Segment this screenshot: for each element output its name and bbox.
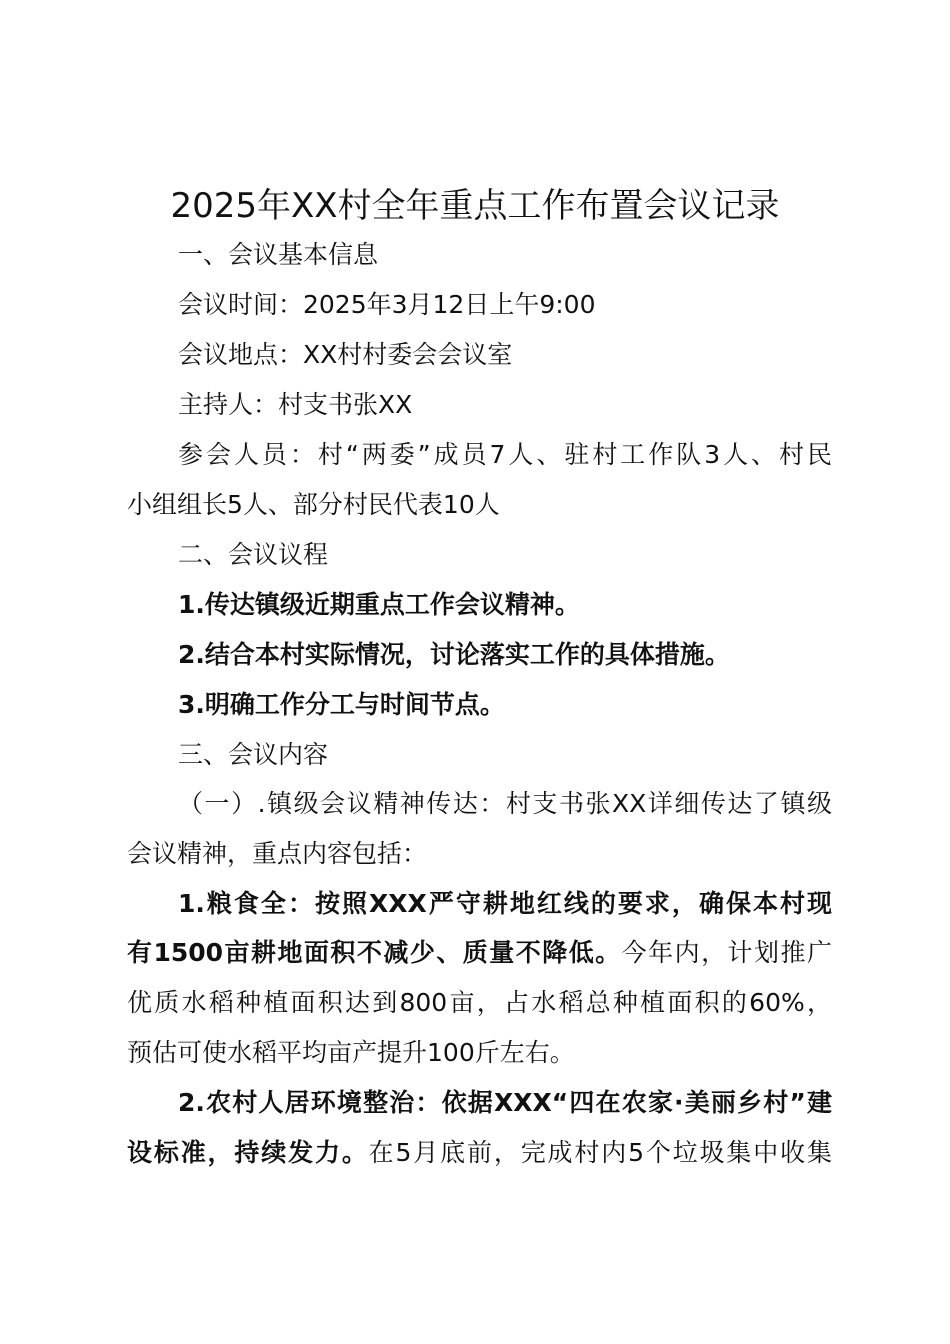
point-2-emphasis: 设标准，持续发力。 (127, 1138, 369, 1167)
point-2-line-1: 2.农村人居环境整治：依据XXX“四在农家·美丽乡村”建 (178, 1088, 832, 1117)
meeting-place: 会议地点：XX村村委会会议室 (178, 340, 513, 369)
point-2-line-2 (127, 1135, 832, 1171)
agenda-item-3: 3.明确工作分工与时间节点。 (178, 690, 505, 719)
point-1-line-4: 预估可使水稻平均亩产提升100斤左右。 (127, 1038, 575, 1067)
point-1-line-2 (127, 935, 832, 971)
meeting-time: 会议时间：2025年3月12日上午9:00 (178, 290, 596, 319)
agenda-item-1: 1.传达镇级近期重点工作会议精神。 (178, 590, 580, 619)
section-heading-agenda: 二、会议议程 (178, 540, 329, 569)
attendees-line-1: 参会人员：村“两委”成员7人、驻村工作队3人、村民 (178, 440, 832, 469)
point-1-line-3: 优质水稻种植面积达到800亩，占水稻总种植面积的60%， (127, 988, 832, 1017)
section-heading-content: 三、会议内容 (178, 740, 329, 769)
point-1-text: 今年内，计划推广 (621, 938, 832, 967)
agenda-item-2: 2.结合本村实际情况，讨论落实工作的具体措施。 (178, 640, 730, 669)
point-2-text: 在5月底前，完成村内5个垃圾集中收集 (368, 1138, 832, 1167)
content-1-line-1: （一）.镇级会议精神传达：村支书张XX详细传达了镇级 (178, 789, 832, 818)
point-1-line-1: 1.粮食全：按照XXX严守耕地红线的要求，确保本村现 (178, 889, 832, 918)
content-1-line-2: 会议精神，重点内容包括： (127, 839, 428, 868)
meeting-host: 主持人：村支书张XX (178, 390, 413, 419)
section-heading-basic-info: 一、会议基本信息 (178, 240, 379, 269)
document-title: 2025年XX村全年重点工作布置会议记录 (170, 186, 780, 226)
attendees-line-2: 小组组长5人、部分村民代表10人 (127, 490, 500, 519)
point-1-emphasis: 有1500亩耕地面积不减少、质量不降低。 (127, 938, 622, 967)
